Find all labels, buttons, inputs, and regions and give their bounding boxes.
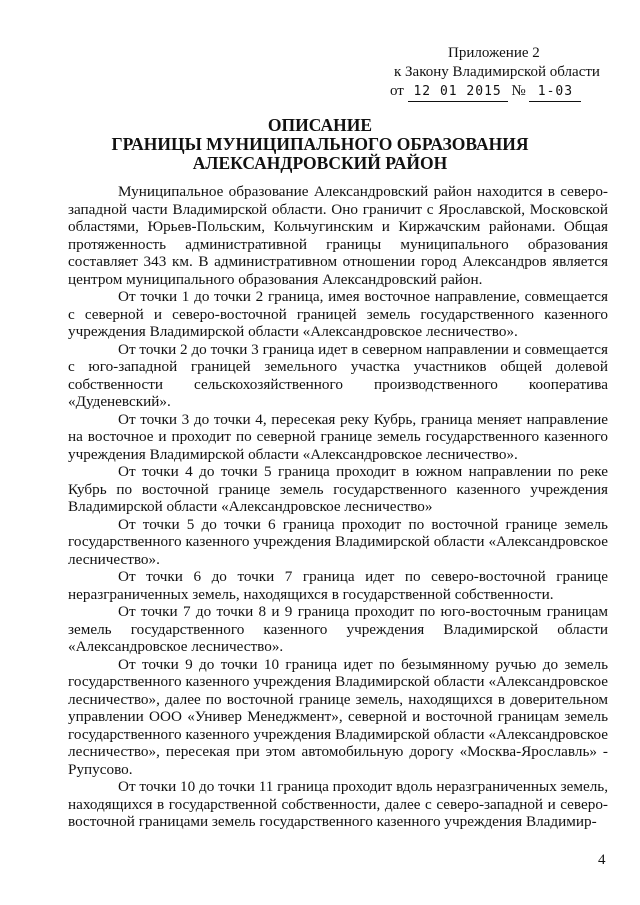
title-line-1: ОПИСАНИЕ	[267, 115, 373, 135]
from-label: от	[390, 83, 404, 99]
paragraph: От точки 7 до точки 8 и 9 граница проходит по юго-восточным границам земель государственного казенного учреждения Владимирской области «Александровское лесничество».	[68, 603, 608, 655]
number-sign: №	[511, 83, 526, 99]
law-date-number	[390, 82, 630, 102]
title-line-3: АЛЕКСАНДРОВСКИЙ РАЙОН	[192, 153, 448, 173]
document-title	[0, 116, 640, 173]
law-reference: к Закону Владимирской области	[394, 64, 600, 80]
paragraph: От точки 2 до точки 3 граница идет в северном направлении и совмещается с юго-западной границей земельного участка участников общей долевой собственности сельскохозяйственного производственного кооператива «Дуденевский».	[68, 340, 608, 410]
paragraph: От точки 4 до точки 5 граница проходит в южном направлении по реке Кубрь по восточной границе земель государственного казенного учреждения Владимирской области «Александровское лесничество»	[68, 463, 608, 515]
law-date: 12 01 2015	[408, 82, 508, 102]
appendix-label: Приложение 2	[448, 45, 540, 61]
paragraph: От точки 3 до точки 4, пересекая реку Кубрь, граница меняет направление на восточное и проходит по северной границе земель государственного казенного учреждения Владимирской области «Александровское лесничество».	[68, 410, 608, 463]
paragraph: Муниципальное образование Александровский район находится в северо-западной части Владимирской области. Оно граничит с Ярославской, Московской областями, Юрьев-Польским, Кольчугинским и Киржачским районами. Общая протяженность административной границы муниципального образования составляет 343 км. В административном отношении город Александров является центром муниципального образования Александровский район.	[68, 183, 608, 288]
paragraph: От точки 6 до точки 7 граница идет по северо-восточной границе неразграниченных земель, находящихся в государственной собственности.	[68, 568, 608, 603]
law-number: 1-03	[529, 82, 581, 102]
paragraph: От точки 10 до точки 11 граница проходит вдоль неразграниченных земель, находящихся в государственной собственности, далее с северо-западной и северо-восточной границами земель государственного казенного учреждения Владимир-	[68, 778, 608, 830]
appendix-header	[390, 44, 630, 102]
paragraph: От точки 9 до точки 10 граница идет по безымянному ручью до земель государственного казенного учреждения Владимирской области «Александровское лесничество», далее по восточной границе земель, находящихся в доверительном управлении ООО «Универ Менеджмент», северной и восточной границам земель государственного казенного учреждения Владимирской области «Александровское лесничество», пересекая при этом автомобильную дорогу «Москва-Ярославль» - Рупусово.	[68, 655, 608, 778]
page-number: 4	[598, 852, 606, 868]
paragraph: От точки 5 до точки 6 граница проходит по восточной границе земель государственного казенного учреждения Владимирской области «Александровское лесничество».	[68, 515, 608, 568]
document-body	[68, 183, 608, 831]
title-line-2: ГРАНИЦЫ МУНИЦИПАЛЬНОГО ОБРАЗОВАНИЯ	[111, 134, 529, 154]
paragraph: От точки 1 до точки 2 граница, имея восточное направление, совмещается с северной и северо-восточной границей земель государственного казенного учреждения Владимирской области «Александровское лесничество».	[68, 288, 608, 340]
